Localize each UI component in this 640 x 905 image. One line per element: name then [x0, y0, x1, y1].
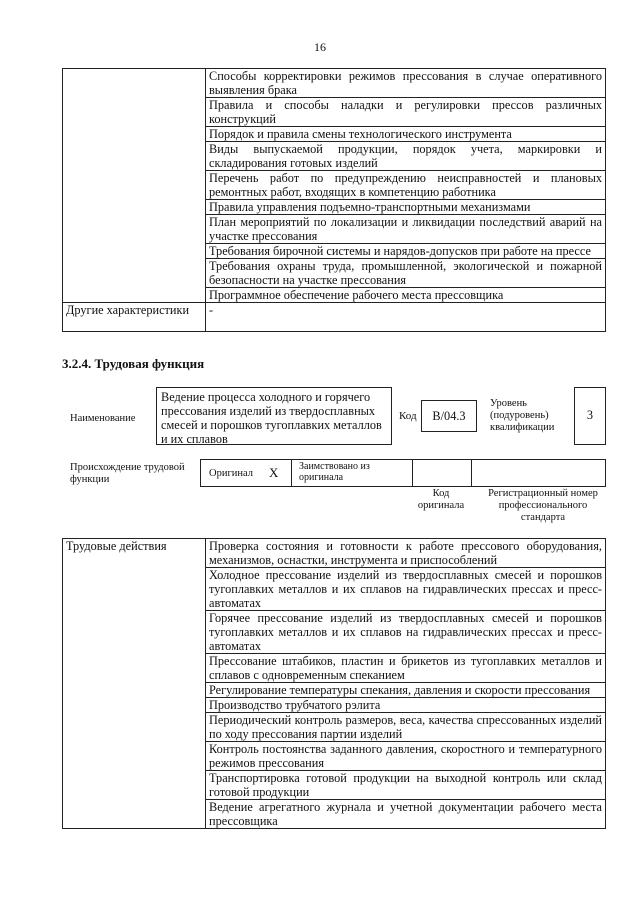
- other-label: Другие характеристики: [63, 303, 206, 332]
- section-heading: 3.2.4. Трудовая функция: [62, 356, 205, 371]
- labor-action-item: Ведение агрегатного журнала и учетной документации рабочего места прессовщика: [206, 800, 606, 829]
- knowledge-item: Порядок и правила смены технологического инструмента: [206, 127, 606, 142]
- labor-action-item: Контроль постоянства заданного давления, скоростного и температурного режимов прессования: [206, 742, 606, 771]
- code-label: Код: [399, 410, 417, 422]
- divider: [412, 460, 413, 486]
- level-label: Уровень (подуровень) квалификации: [490, 398, 555, 433]
- original-label: Оригинал: [209, 468, 253, 479]
- function-name-value: Ведение процесса холодного и горячего прессования изделий из твердосплавных смесей и порошков тугоплавких металлов и их сплавов: [161, 390, 382, 446]
- knowledge-item: Требования бирочной системы и нарядов-допусков при работе на прессе: [206, 244, 606, 259]
- labor-action-item: Прессование штабиков, пластин и брикетов из тугоплавких металлов и сплавов с одновременным спеканием: [206, 654, 606, 683]
- labor-actions-label: Трудовые действия: [63, 539, 206, 829]
- reg-number-caption: Регистрационный номер профессионального стандарта: [488, 488, 598, 523]
- knowledge-item: Требования охраны труда, промышленной, экологической и пожарной безопасности на участке прессования: [206, 259, 606, 288]
- labor-action-item: Производство трубчатого рэлита: [206, 698, 606, 713]
- knowledge-item: Способы корректировки режимов прессования в случае оперативного выявления брака: [206, 69, 606, 98]
- knowledge-item: План мероприятий по локализации и ликвидации последствий аварий на участке прессования: [206, 215, 606, 244]
- origin-row: [200, 459, 606, 487]
- origin-label: Происхождение трудовой функции: [70, 462, 185, 485]
- level-value: 3: [586, 408, 594, 422]
- knowledge-item: Правила управления подъемно-транспортными механизмами: [206, 200, 606, 215]
- other-value: -: [206, 303, 606, 332]
- knowledge-item: Перечень работ по предупреждению неисправностей и плановых ремонтных работ, входящих в компетенцию работника: [206, 171, 606, 200]
- original-cell: [201, 460, 292, 486]
- labor-action-item: Транспортировка готовой продукции на выходной контроль или склад готовой продукции: [206, 771, 606, 800]
- code-value: B/04.3: [432, 409, 466, 423]
- function-name-box: [156, 387, 392, 445]
- labor-actions-table: [62, 538, 606, 829]
- labor-action-item: Регулирование температуры спекания, давления и скорости прессования: [206, 683, 606, 698]
- table-row: [63, 303, 606, 332]
- knowledge-item: Правила и способы наладки и регулировки прессов различных конструкций: [206, 98, 606, 127]
- level-box: [574, 387, 606, 445]
- name-label: Наименование: [70, 413, 136, 424]
- knowledge-table: [62, 68, 606, 332]
- empty-label-cell: [63, 69, 206, 303]
- labor-action-item: Холодное прессование изделий из твердосплавных смесей и порошков тугоплавких металлов и их сплавов на гидравлических прессах и пресс-автоматах: [206, 568, 606, 611]
- original-mark: X: [269, 465, 279, 480]
- borrowed-label: Заимствовано из оригинала: [299, 461, 370, 483]
- table-row: [63, 539, 606, 568]
- knowledge-item: Виды выпускаемой продукции, порядок учета, маркировки и складирования готовых изделий: [206, 142, 606, 171]
- labor-action-item: Проверка состояния и готовности к работе прессового оборудования, механизмов, оснастки, инструмента и приспособлений: [206, 539, 606, 568]
- labor-action-item: Горячее прессование изделий из твердосплавных смесей и порошков тугоплавких металлов и их сплавов на гидравлических прессах и пресс-автоматах: [206, 611, 606, 654]
- code-box: [421, 400, 477, 432]
- code-origin-caption: Код оригинала: [417, 488, 465, 511]
- knowledge-item: Программное обеспечение рабочего места прессовщика: [206, 288, 606, 303]
- page-number: 16: [314, 40, 326, 54]
- table-row: [63, 69, 606, 98]
- labor-action-item: Периодический контроль размеров, веса, качества спрессованных изделий по ходу прессования партии изделий: [206, 713, 606, 742]
- divider: [471, 460, 472, 486]
